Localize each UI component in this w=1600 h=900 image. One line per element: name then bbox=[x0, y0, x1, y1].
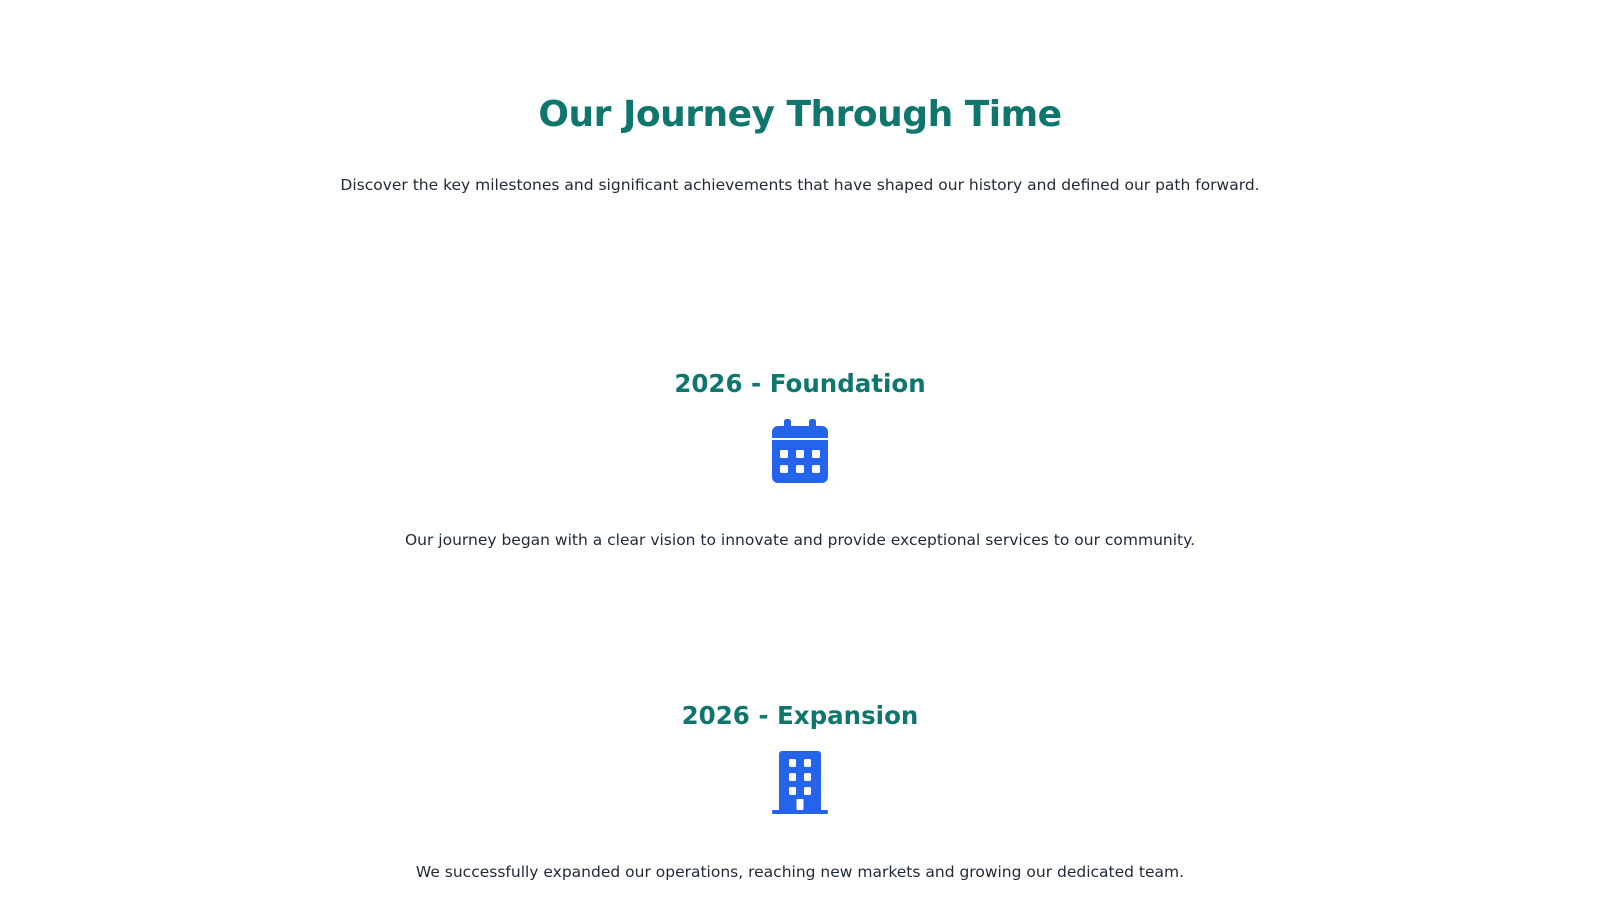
milestone-description: We successfully expanded our operations, reaching new markets and growing our dedicated team. bbox=[415, 863, 1185, 881]
milestone-foundation bbox=[0, 367, 1600, 549]
building-icon bbox=[772, 751, 828, 815]
calendar-icon bbox=[772, 419, 828, 483]
milestone-expansion bbox=[0, 699, 1600, 881]
page-title: Our Journey Through Time bbox=[538, 94, 1062, 135]
milestone-heading: 2026 - Foundation bbox=[674, 369, 926, 398]
page-subtitle: Discover the key milestones and significant achievements that have shaped our history and defined our path forward. bbox=[340, 176, 1260, 194]
milestone-heading: 2026 - Expansion bbox=[681, 701, 919, 730]
milestone-description: Our journey began with a clear vision to innovate and provide exceptional services to our community. bbox=[404, 531, 1196, 549]
